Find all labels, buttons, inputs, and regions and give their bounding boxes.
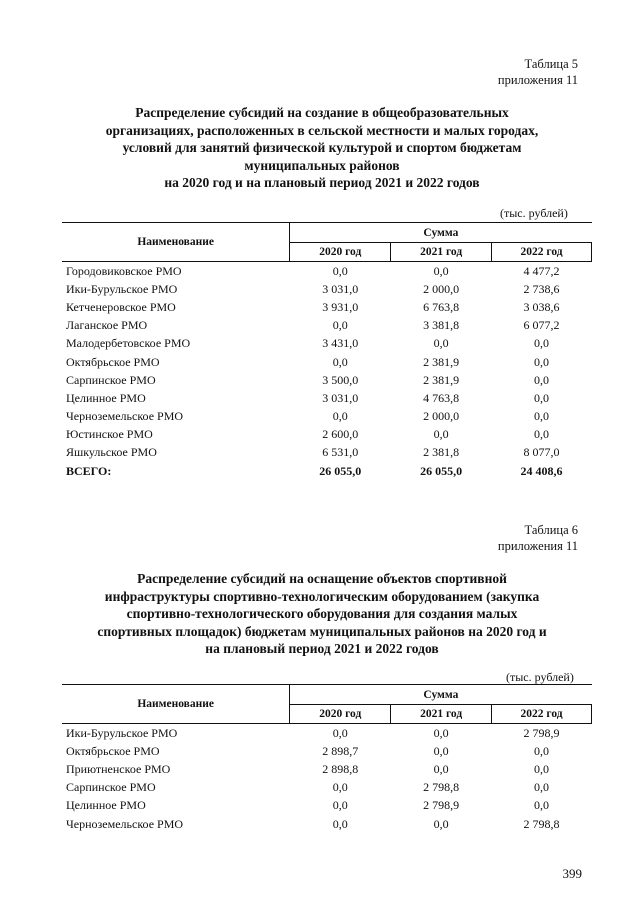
amount-cell: 2 798,8 [523, 816, 560, 831]
amount-cell: 2 798,8 [423, 780, 460, 795]
table5-header-year: 2020 год [290, 243, 391, 262]
amount-cell: 0,0 [534, 409, 550, 424]
table6-row [62, 742, 592, 760]
amount-cell: 6 763,8 [423, 299, 460, 314]
table6-header-year: 2022 год [492, 705, 592, 724]
table5-caption-number: Таблица 5 [524, 57, 578, 71]
table5-title-line: условий для занятий физической культурой и спортом бюджетам [122, 140, 522, 155]
table6-header-year: 2020 год [290, 705, 391, 724]
region-name-cell: Целинное РМО [66, 798, 146, 813]
table5-units: (тыс. рублей) [500, 206, 568, 220]
table5-row [62, 317, 592, 335]
region-name-cell: ВСЕГО: [66, 463, 112, 478]
table6-title [62, 570, 582, 658]
table5-row [62, 353, 592, 371]
amount-cell: 0,0 [332, 409, 348, 424]
amount-cell: 26 055,0 [319, 463, 362, 478]
amount-cell: 8 077,0 [523, 445, 560, 460]
table6-title-line: инфраструктуры спортивно-технологическим оборудованием (закупка [104, 588, 540, 604]
amount-cell: 2 381,9 [423, 354, 460, 369]
region-name-cell: Черноземельское РМО [66, 409, 184, 424]
region-name-cell: Юстинское РМО [66, 427, 153, 442]
table5-row [62, 389, 592, 407]
amount-cell: 0,0 [332, 725, 348, 740]
table6-caption-number: Таблица 6 [524, 523, 578, 537]
amount-cell: 0,0 [534, 780, 550, 795]
amount-cell: 2 381,8 [423, 445, 460, 460]
amount-cell: 2 000,0 [423, 281, 460, 296]
table6-title-line: спортивных площадок) бюджетам муниципальных районов на 2020 год и [97, 623, 547, 639]
region-name-cell: Городовиковское РМО [66, 263, 182, 278]
amount-cell: 2 898,8 [322, 761, 359, 776]
amount-cell: 0,0 [534, 354, 550, 369]
table6-header-name: Наименование [62, 685, 290, 724]
table6-row [62, 724, 592, 743]
table6-title-line: Распределение субсидий на оснащение объектов спортивной [137, 571, 507, 586]
table5-caption [498, 56, 578, 88]
table6 [62, 684, 592, 833]
region-name-cell: Целинное РМО [66, 390, 146, 405]
amount-cell: 26 055,0 [420, 463, 463, 478]
amount-cell: 4 477,2 [523, 263, 560, 278]
region-name-cell: Черноземельское РМО [66, 816, 184, 831]
amount-cell: 0,0 [433, 725, 449, 740]
table5-header-name: Наименование [62, 223, 290, 262]
amount-cell: 0,0 [534, 372, 550, 387]
amount-cell: 2 798,9 [423, 798, 460, 813]
amount-cell: 2 898,7 [322, 743, 359, 758]
amount-cell: 0,0 [332, 318, 348, 333]
region-name-cell: Сарпинское РМО [66, 372, 156, 387]
table5-row [62, 426, 592, 444]
table6-caption-appendix: приложения 11 [497, 539, 578, 553]
table5-row [62, 444, 592, 462]
amount-cell: 0,0 [332, 263, 348, 278]
amount-cell: 0,0 [433, 336, 449, 351]
amount-cell: 0,0 [332, 354, 348, 369]
amount-cell: 6 077,2 [523, 318, 560, 333]
table6-header-year: 2021 год [391, 705, 492, 724]
table6-caption [498, 522, 578, 554]
table5 [62, 222, 592, 480]
table6-row [62, 760, 592, 778]
table5-title [62, 104, 582, 192]
amount-cell: 2 000,0 [423, 409, 460, 424]
region-name-cell: Ики-Бурульское РМО [66, 281, 178, 296]
amount-cell: 0,0 [534, 427, 550, 442]
amount-cell: 24 408,6 [520, 463, 563, 478]
amount-cell: 0,0 [534, 743, 550, 758]
page-number: 399 [562, 866, 582, 881]
region-name-cell: Малодербетовское РМО [66, 336, 191, 351]
amount-cell: 0,0 [332, 780, 348, 795]
amount-cell: 4 763,8 [423, 390, 460, 405]
table6-units: (тыс. рублей) [506, 670, 574, 684]
amount-cell: 2 600,0 [322, 427, 359, 442]
table6-row [62, 797, 592, 815]
table6-row [62, 779, 592, 797]
region-name-cell: Яшкульское РМО [66, 445, 157, 460]
region-name-cell: Ики-Бурульское РМО [66, 725, 178, 740]
amount-cell: 0,0 [534, 390, 550, 405]
table5-row [62, 335, 592, 353]
table5-header-year: 2022 год [492, 243, 592, 262]
table6-title-line: спортивно-технологического оборудования для создания малых [126, 606, 518, 621]
table6-row [62, 815, 592, 833]
amount-cell: 3 931,0 [322, 299, 359, 314]
table6-title-line: на плановый период 2021 и 2022 годов [205, 641, 439, 656]
region-name-cell: Октябрьское РМО [66, 354, 160, 369]
amount-cell: 3 038,6 [523, 299, 560, 314]
amount-cell: 0,0 [332, 798, 348, 813]
table5-title-line: муниципальных районов [244, 157, 400, 173]
amount-cell: 2 798,9 [523, 725, 560, 740]
table5-row [62, 262, 592, 281]
amount-cell: 0,0 [534, 798, 550, 813]
table5-caption-appendix: приложения 11 [497, 73, 578, 87]
table5-row [62, 371, 592, 389]
table5-header-year: 2021 год [391, 243, 492, 262]
amount-cell: 3 031,0 [322, 390, 359, 405]
amount-cell: 0,0 [534, 336, 550, 351]
amount-cell: 0,0 [433, 427, 449, 442]
amount-cell: 0,0 [433, 816, 449, 831]
table5-row [62, 280, 592, 298]
amount-cell: 6 531,0 [322, 445, 359, 460]
amount-cell: 3 031,0 [322, 281, 359, 296]
amount-cell: 3 500,0 [322, 372, 359, 387]
table5-row [62, 408, 592, 426]
region-name-cell: Приютненское РМО [66, 761, 171, 776]
amount-cell: 2 381,9 [423, 372, 460, 387]
region-name-cell: Лаганское РМО [66, 318, 148, 333]
amount-cell: 0,0 [433, 263, 449, 278]
amount-cell: 2 738,6 [523, 281, 560, 296]
region-name-cell: Кетченеровское РМО [66, 299, 176, 314]
table5-title-line: Распределение субсидий на создание в общеобразовательных [135, 105, 509, 120]
amount-cell: 0,0 [433, 743, 449, 758]
table5-title-line: на 2020 год и на плановый период 2021 и 2022 годов [164, 175, 480, 190]
table5-header-sum: Сумма [290, 223, 592, 243]
region-name-cell: Сарпинское РМО [66, 780, 156, 795]
table5-row [62, 298, 592, 316]
table6-header-sum: Сумма [290, 685, 592, 705]
amount-cell: 0,0 [433, 761, 449, 776]
table5-total-row [62, 462, 592, 480]
table5-title-line: организациях, расположенных в сельской местности и малых городах, [105, 122, 539, 138]
amount-cell: 0,0 [534, 761, 550, 776]
region-name-cell: Октябрьское РМО [66, 743, 160, 758]
amount-cell: 3 431,0 [322, 336, 359, 351]
amount-cell: 3 381,8 [423, 318, 460, 333]
amount-cell: 0,0 [332, 816, 348, 831]
